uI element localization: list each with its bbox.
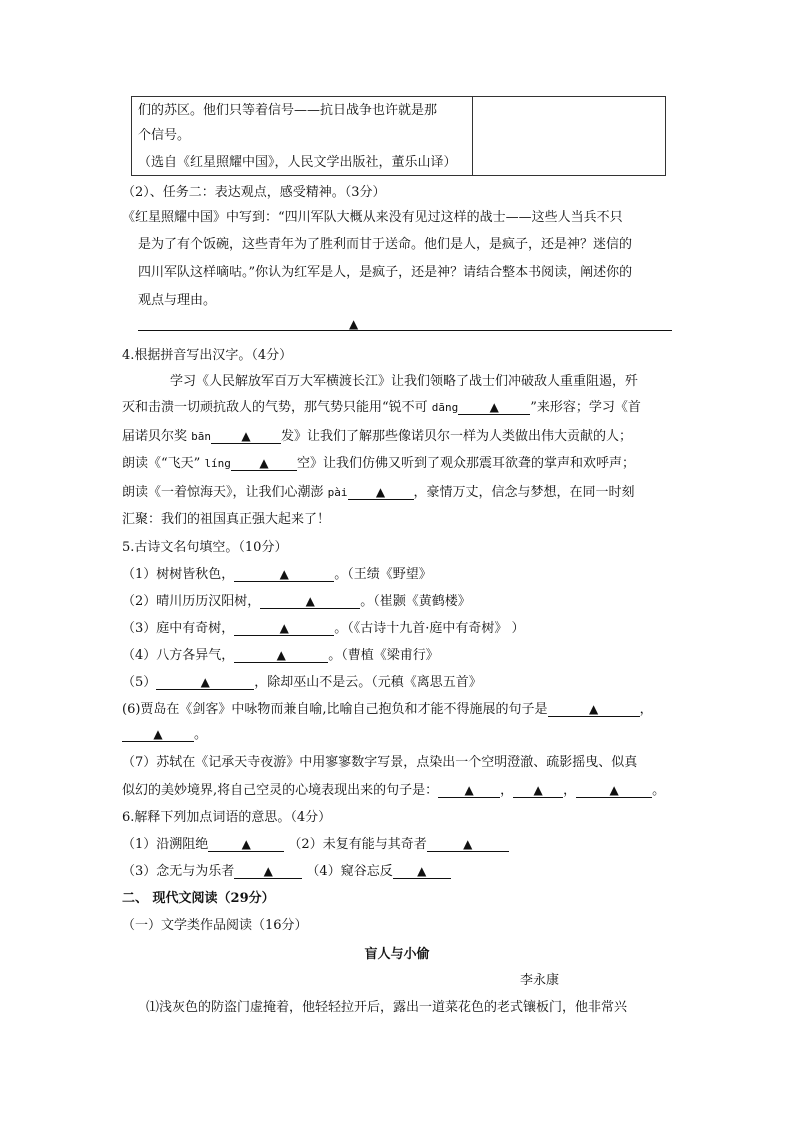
q5-item: 似幻的美妙境界,将自己空灵的心境表现出来的句子是： ▲ ， ▲ ， ▲ 。 [122,783,666,798]
triangle-icon: ▲ [153,727,163,741]
q5-item: （7）苏轼在《记承天寺夜游》中用寥寥数字写景，点染出一个空明澄澈、疏影摇曳、似真 [122,755,638,770]
q4-text: 学习《人民解放军百万大军横渡长江》让我们领略了战士们冲破敌人重重阻遏，歼 [170,374,639,389]
triangle-icon: ▲ [463,837,473,851]
fill-blank[interactable] [231,456,297,471]
answer-triangle-icon: ▲ [349,317,359,331]
q6-item: （1）沿溯阻绝 ▲ （2）未复有能与其奇者 ▲ [122,833,509,852]
article-author: 李永康 [520,973,560,988]
fill-blank[interactable] [234,864,302,879]
subsection-heading: （一）文学类作品阅读（16分） [122,918,308,933]
q5-item: （1）树树皆秋色， ▲ 。（王绩《野望》 [122,567,432,582]
q5-header: 5.古诗文名句填空。（10分） [122,540,288,555]
q5-item: (6)贾岛在《剑客》中咏物而兼自喻,比喻自己抱负和才能不得施展的句子是 ▲ ， [122,702,653,717]
q6-item: （3）念无与为乐者 ▲ （4）窥谷忘反 ▲ [122,860,451,879]
triangle-icon: ▲ [489,400,499,414]
triangle-icon: ▲ [533,783,543,797]
fill-blank[interactable] [458,400,530,415]
table-line: 们的苏区。他们只等着信号——抗日战争也许就是那 [138,103,438,118]
article-paragraph: ⑴浅灰色的防盗门虚掩着，他轻轻拉开后，露出一道菜花色的老式镶板门，他非常兴 [146,1000,628,1015]
table-line: 个信号。 [138,128,191,143]
pinyin: pài [327,486,348,499]
q4-text: 届诺贝尔奖 bān ▲ 发》让我们了解那些像诺贝尔一样为人类做出伟大贡献的人； [122,429,633,444]
fill-blank[interactable] [234,567,334,582]
fill-blank[interactable] [211,429,281,444]
task2-text: 观点与理由。 [138,293,217,308]
triangle-icon: ▲ [241,429,251,443]
pinyin: bān [191,430,212,443]
pinyin: dāng [431,401,459,414]
fill-blank[interactable] [548,702,640,717]
fill-blank[interactable] [393,864,451,879]
triangle-icon: ▲ [588,702,599,716]
q5-item: ▲ 。 [122,723,207,742]
answer-line[interactable] [138,330,672,331]
fill-blank[interactable] [348,485,414,500]
q4-header: 4.根据拼音写出汉字。（4分） [122,348,293,363]
triangle-icon: ▲ [279,567,289,581]
triangle-icon: ▲ [276,648,286,662]
q6-header: 6.解释下列加点词语的意思。（4分） [122,810,332,825]
q4-text: 汇聚：我们的祖国真正强大起来了！ [122,512,331,527]
q4-text: 朗读《“飞天” líng ▲ 空》让我们仿佛又听到了观众那震耳欲聋的掌声和欢呼声； [122,456,635,471]
q5-item: （2）晴川历历汉阳树， ▲ 。（崔颢《黄鹤楼》 [122,594,471,609]
pinyin: líng [204,457,231,470]
task2-text: 《红星照耀中国》中写到：“四川军队大概从来没有见过这样的战士——这些人当兵不只 [122,210,623,225]
fill-blank[interactable] [513,783,563,798]
triangle-icon: ▲ [464,783,474,797]
fill-blank[interactable] [576,783,652,798]
task2-text: 是为了有个饭碗，这些青年为了胜利而甘于送命。他们是人，是疯子，还是神？迷信的 [138,237,633,252]
fill-blank[interactable] [438,783,500,798]
fill-blank[interactable] [234,621,334,636]
triangle-icon: ▲ [375,485,386,499]
task2-header: （2）、任务二：表达观点，感受精神。（3分） [122,185,386,200]
section-heading: 二、 现代文阅读（29分） [122,891,275,906]
reading-table [131,96,666,176]
triangle-icon: ▲ [609,783,619,797]
triangle-icon: ▲ [263,864,273,878]
fill-blank[interactable] [427,837,509,852]
triangle-icon: ▲ [417,864,427,878]
article-title: 盲人与小偷 [364,947,430,962]
q5-item: （3）庭中有奇树， ▲ 。（《古诗十九首·庭中有奇树》 ） [122,621,525,636]
fill-blank[interactable] [156,675,254,690]
triangle-icon: ▲ [200,675,210,689]
table-divider [472,97,473,175]
task2-text: 四川军队这样嘀咕。”你认为红军是人，是疯子，还是神？请结合整本书阅读，阐述你的 [138,265,633,280]
triangle-icon: ▲ [279,621,289,635]
fill-blank[interactable] [122,727,194,742]
table-line: （选自《红星照耀中国》，人民文学出版社，董乐山译） [138,155,457,170]
fill-blank[interactable] [208,837,284,852]
q5-item: （4）八方各异气， ▲ 。（曹植《梁甫行》 [122,648,439,663]
triangle-icon: ▲ [259,456,269,470]
q4-text: 灭和击溃一切顽抗敌人的气势，那气势只能用“锐不可 dāng ▲ ”来形容；学习《首 [122,400,641,415]
triangle-icon: ▲ [305,594,315,608]
q5-item: （5） ▲ ，除却巫山不是云。（元稹《离思五首》 [122,675,482,690]
fill-blank[interactable] [234,648,328,663]
fill-blank[interactable] [260,594,360,609]
triangle-icon: ▲ [241,837,251,851]
q4-text: 朗读《一着惊海天》，让我们心潮澎 pài ▲ ，豪情万丈，信念与梦想，在同一时刻 [122,485,635,500]
